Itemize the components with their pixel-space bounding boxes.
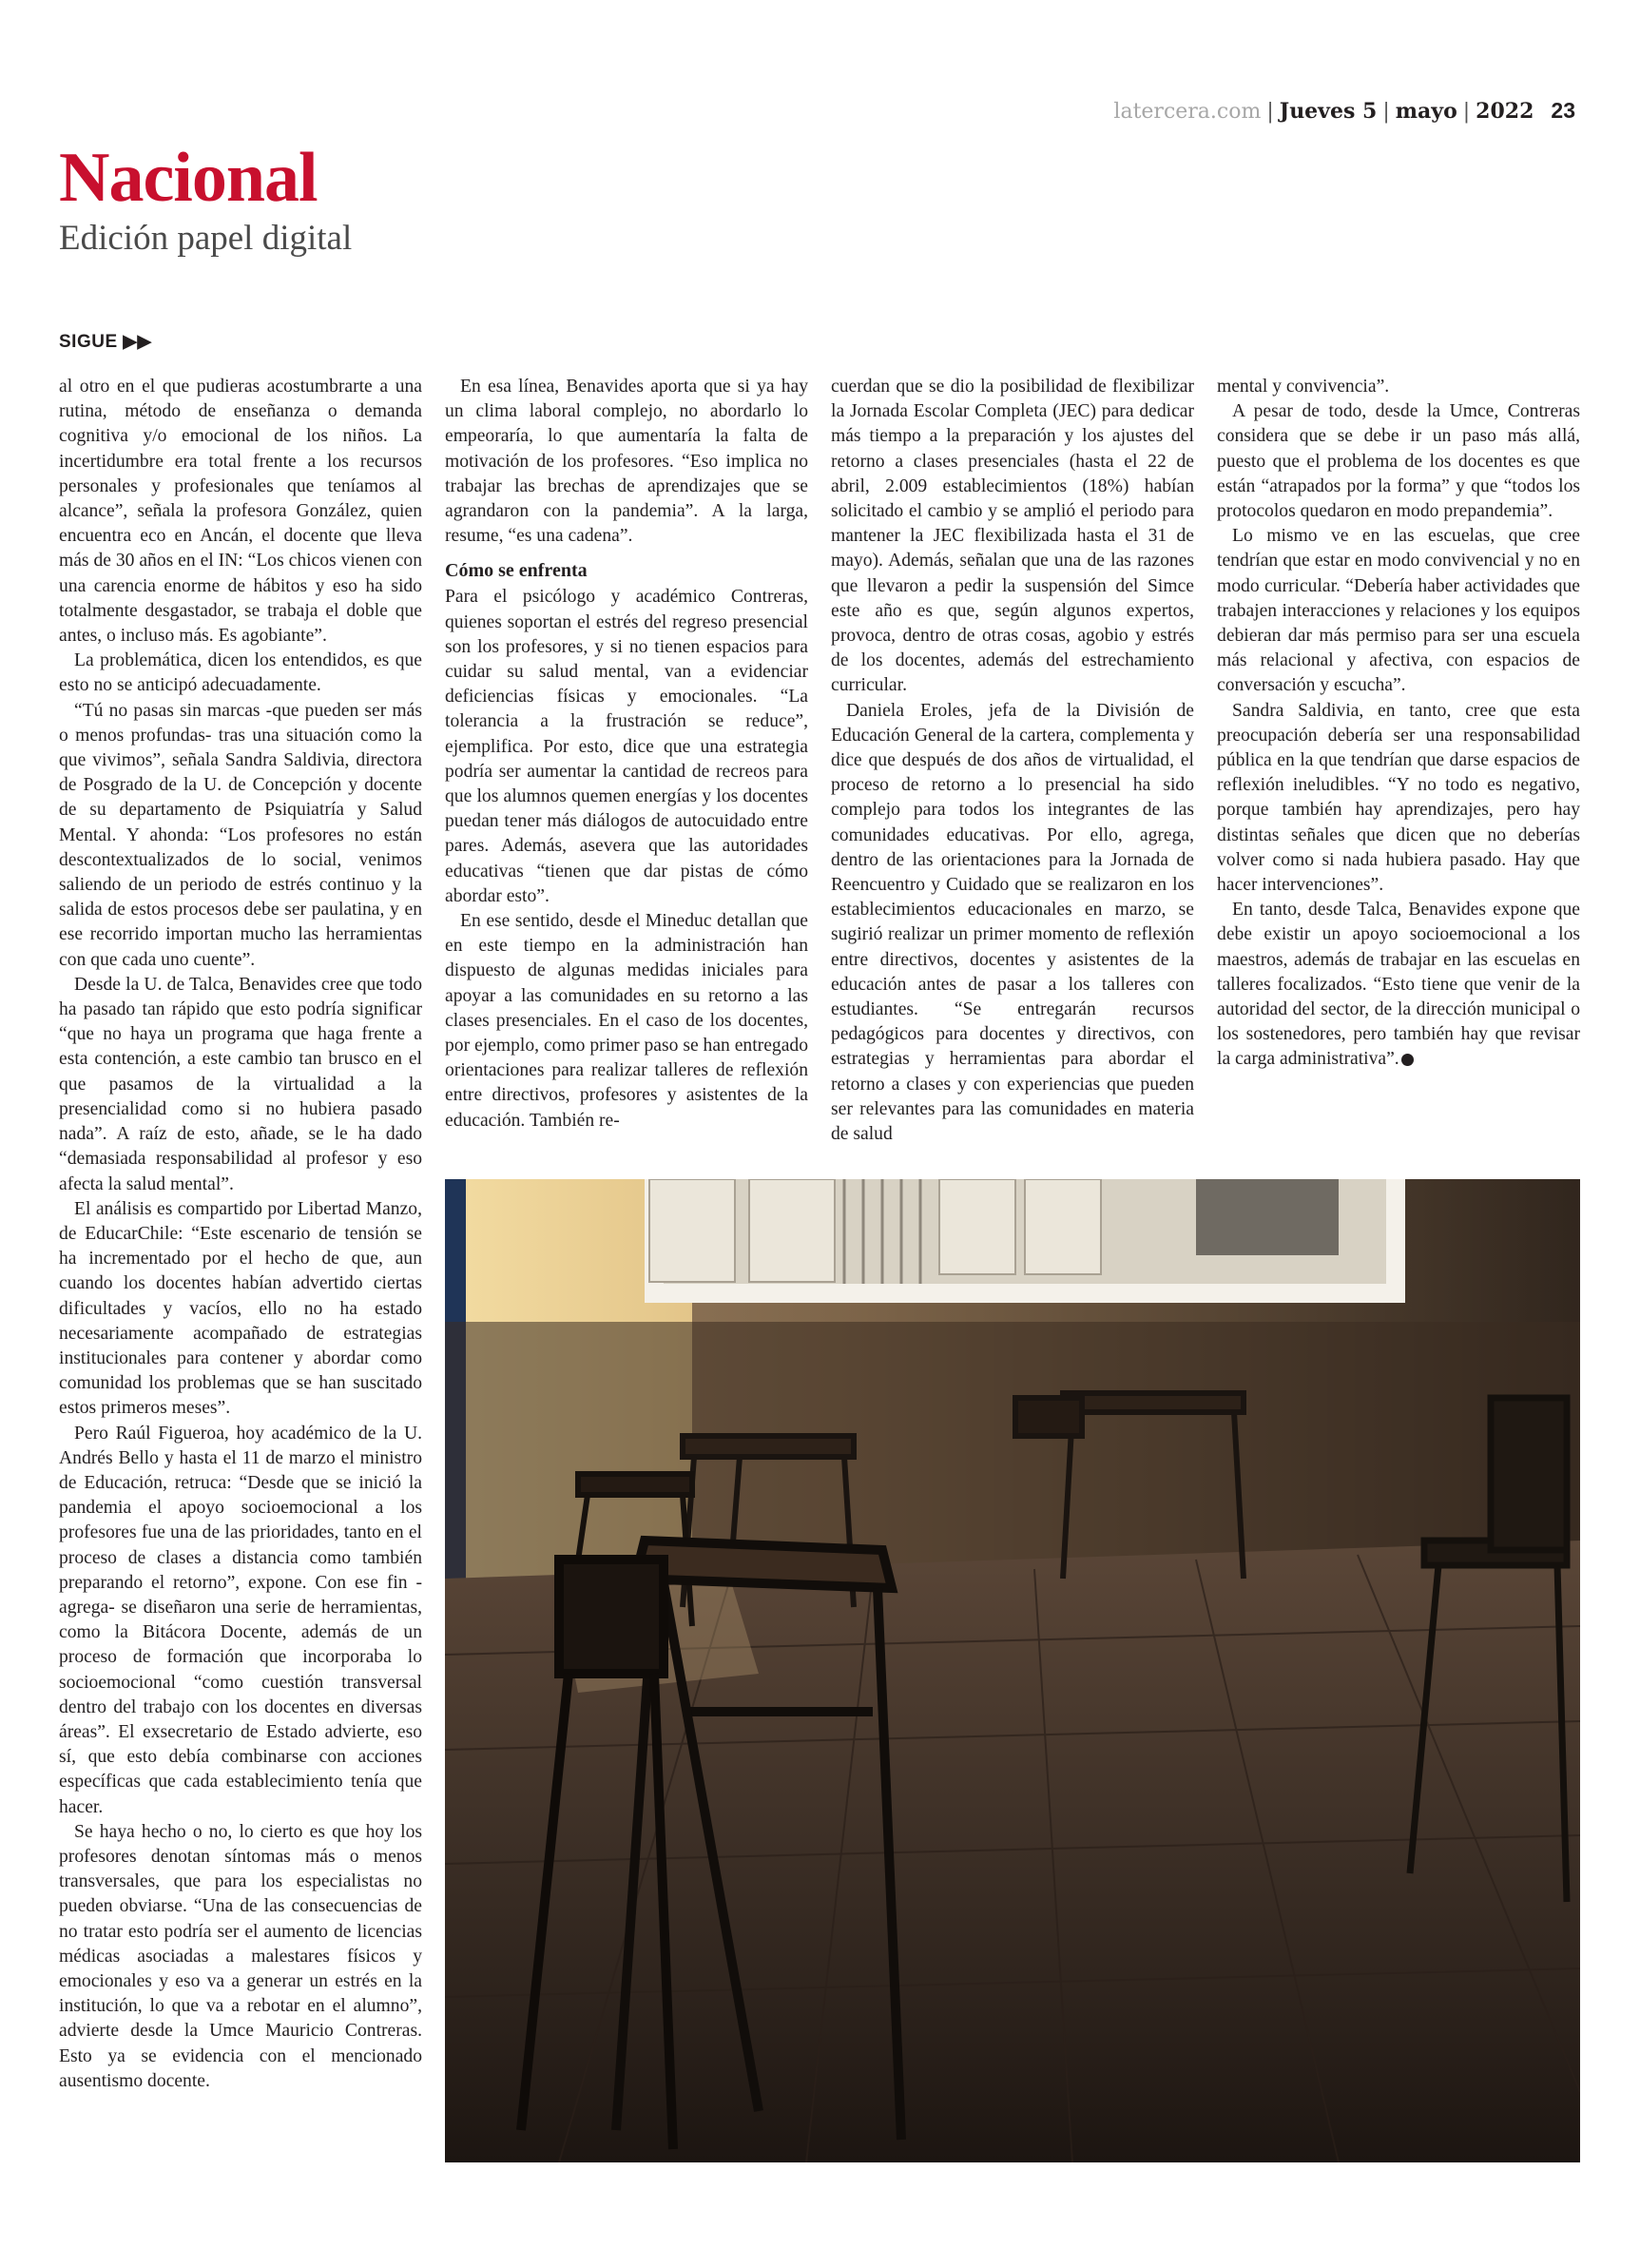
article-column-1 (59, 375, 422, 2094)
paragraph: Pero Raúl Figueroa, hoy académico de la U. Andrés Bello y hasta el 11 de marzo el ministro de Educación, retruca: “Desde que se inició la pandemia el apoyo socioemocional a los profesores fue una de las prioridades, tanto en el proceso de clases a distancia como también preparando el retorno”, expone. Con ese fin -agrega- se diseñaron una serie de herramientas, como la Bitácora Docente, además de un proceso de formación que incorporaba lo socioemocional “como cuestión transversal dentro del trabajo con los docentes en diversas áreas”. El exsecretario de Estado advierte, eso sí, que esto debía combinarse con acciones específicas que cada establecimiento tenía que hacer. (59, 1423, 422, 1817)
paragraph: “Tú no pasas sin marcas -que pueden ser más o menos profundas- tras una situación como la que vivimos”, señala Sandra Saldivia, directora de Posgrado de la U. de Concepción y docente de su departamento de Psiquiatría y Salud Mental. Y ahonda: “Los profesores no están descontextualizados de lo social, venimos saliendo de un periodo de estrés continuo y la salida de estos procesos debe ser paulatina, y en ese recorrido importan mucho las herramientas con que cada uno cuente”. (59, 700, 422, 970)
section-subtitle: Edición papel digital (59, 219, 353, 258)
continued-label: SIGUE ▶▶ (59, 332, 152, 352)
section-title: Nacional (59, 139, 318, 217)
paragraph: cuerdan que se dio la posibilidad de flexibilizar la Jornada Escolar Completa (JEC) para dedicar más tiempo a la preparación y los ajustes del retorno a clases presenciales (hasta el 22 de abril, 2.009 establecimientos (18%) habían solicitado el cambio y se amplió el periodo para mantener la JEC flexibilizada hasta el 31 de mayo). Además, señalan que una de las razones que llevaron a pedir la suspensión del Simce este año es que, según algunos expertos, provoca, dentro de otras cosas, agobio y estrés de los docentes, además del estrechamiento curricular. (831, 377, 1194, 696)
paragraph: En esa línea, Benavides aporta que si ya hay un clima laboral complejo, no abordarlo lo empeoraría, lo que aumentaría la falta de motivación de los profesores. “Eso implica no trabajar las brechas de aprendizajes que se agrandaron con la pandemia”. A la larga, resume, “es una cadena”. (445, 377, 808, 547)
paragraph: A pesar de todo, desde la Umce, Contreras considera que se debe ir un paso más allá, puesto que el problema de los docentes es que están “atrapados por la forma” y que “todos los protocolos quedaron en modo prepandemia”. (1217, 401, 1580, 522)
article-column-2 (445, 375, 808, 1134)
paragraph: La problemática, dicen los entendidos, es que esto no se anticipó adecuadamente. (59, 650, 422, 696)
article-column-4 (1217, 375, 1580, 1073)
paragraph: Sandra Saldivia, en tanto, cree que esta preocupación debería ser una responsabilidad pública en la que tendrían que darse espacios de reflexión ineludibles. “Y no todo es negativo, porque también hay aprendizajes, pero hay distintas señales que dicen que no deberías volver como si nada hubiera pasado. Hay que hacer intervenciones”. (1217, 700, 1580, 896)
paragraph: Se haya hecho o no, lo cierto es que hoy los profesores denotan síntomas más o menos transversales, que para los especialistas no pueden obviarse. “Una de las consecuencias de no tratar esto podría ser el aumento de licencias médicas asociadas a malestares físicos y emocionales y eso va a generar un estrés en la institución, lo que va a rebotar en el alumno”, advierte desde la Umce Mauricio Contreras. Esto ya se evidencia con el mencionado ausentismo docente. (59, 1821, 422, 2091)
page-number: 23 (1551, 98, 1575, 123)
header-year: 2022 (1476, 99, 1534, 124)
end-of-article-mark (1401, 1054, 1414, 1066)
paragraph: Daniela Eroles, jefa de la División de Educación General de la cartera, complementa y dice que después de dos años de virtualidad, el proceso de retorno a lo presencial ha sido complejo para todos los integrantes de las comunidades educativas. Por ello, agrega, dentro de las orientaciones para la Jornada de Reencuentro y Cuidado que se realizaron en los establecimientos educacionales en marzo, se sugirió realizar un primer momento de reflexión entre directivos, docentes y asistentes de la educación antes de pasar a los talleres con estudiantes. “Se entregarán recursos pedagógicos para docentes y directivos, con estrategias y herramientas para abordar el retorno a clases y con experiencias que pueden ser relevantes para las comunidades en materia de salud (831, 700, 1194, 1145)
paragraph: Para el psicólogo y académico Contreras, quienes soportan el estrés del regreso presencial son los profesores, y si no tienen espacios para cuidar su salud mental, van a evidenciar deficiencias físicas y emocionales. “La tolerancia a la frustración se reduce”, ejemplifica. Por esto, dice que una estrategia podría ser aumentar la cantidad de recreos para que los alumnos quemen energías y los docentes puedan tener más diálogos de autocuidado entre pares. Además, asevera que las autoridades educativas “tienen que dar pistas de cómo abordar esto”. (445, 587, 808, 906)
page-header: latercera.com | Jueves 5 | mayo | 2022 23 (1113, 98, 1575, 124)
paragraph: En ese sentido, desde el Mineduc detallan que en este tiempo en la administración han dispuesto de algunas medidas iniciales para apoyar a las comunidades en su retorno a las clases presenciales. En el caso de los docentes, por ejemplo, como primer paso se han entregado orientaciones para realizar talleres de reflexión entre directivos, profesores y asistentes de la educación. También re- (445, 911, 808, 1131)
paragraph: al otro en el que pudieras acostumbrarte a una rutina, método de enseñanza o demanda cognitiva y/o emocional de los niños. La incertidumbre era total frente a los recursos personales y profesionales que teníamos al alcance”, señala la profesora González, quien encuentra eco en Ancán, el docente que lleva más de 30 años en el IN: “Los chicos vienen con una carencia enorme de hábitos y eso ha sido totalmente desgastador, se trabaja el doble que antes, o incluso más. Es agobiante”. (59, 377, 422, 647)
paragraph-text: En tanto, desde Talca, Benavides expone que debe existir un apoyo socioemocional a los maestros, además de trabajar en las escuelas en talleres focalizados. “Esto tiene que venir de la autoridad del sector, de la dirección municipal o los sostenedores, pero también hay que revisar la carga administrativa”. (1217, 900, 1580, 1070)
paragraph: El análisis es compartido por Libertad Manzo, de EducarChile: “Este escenario de tensión se ha incrementado por el hecho de que, aun cuando los docentes habían advertido ciertas dificultades y vacíos, ello no ha estado necesariamente acompañado de estrategias institucionales para contener y abordar como comunidad los problemas que se han suscitado estos primeros meses”. (59, 1198, 422, 1419)
subheading: Cómo se enfrenta (445, 560, 588, 582)
paragraph (1217, 898, 1580, 1072)
site-name: latercera.com (1113, 100, 1262, 124)
classroom-desks-photo (445, 1179, 1580, 2162)
paragraph: Desde la U. de Talca, Benavides cree que todo ha pasado tan rápido que esto podría significar “que no haya un programa que haga frente a esta contención, a este cambio tan brusco en el que pasamos de la virtualidad a la presencialidad como si no hubiera pasado nada”. A raíz de esto, añade, se le ha dado “demasiada responsabilidad al profesor y eso afecta la salud mental”. (59, 974, 422, 1194)
article-column-3 (831, 375, 1194, 1147)
header-month: mayo (1395, 99, 1457, 124)
paragraph: Lo mismo ve en las escuelas, que cree tendrían que estar en modo convivencial y no en modo curricular. “Debería haber actividades que trabajen interacciones y relaciones y los equipos debieran dar más permiso para ser una escuela más relacional y afectiva, con espacios de conversación y escucha”. (1217, 526, 1580, 696)
header-day: Jueves 5 (1279, 99, 1378, 124)
paragraph: mental y convivencia”. (1217, 377, 1390, 397)
